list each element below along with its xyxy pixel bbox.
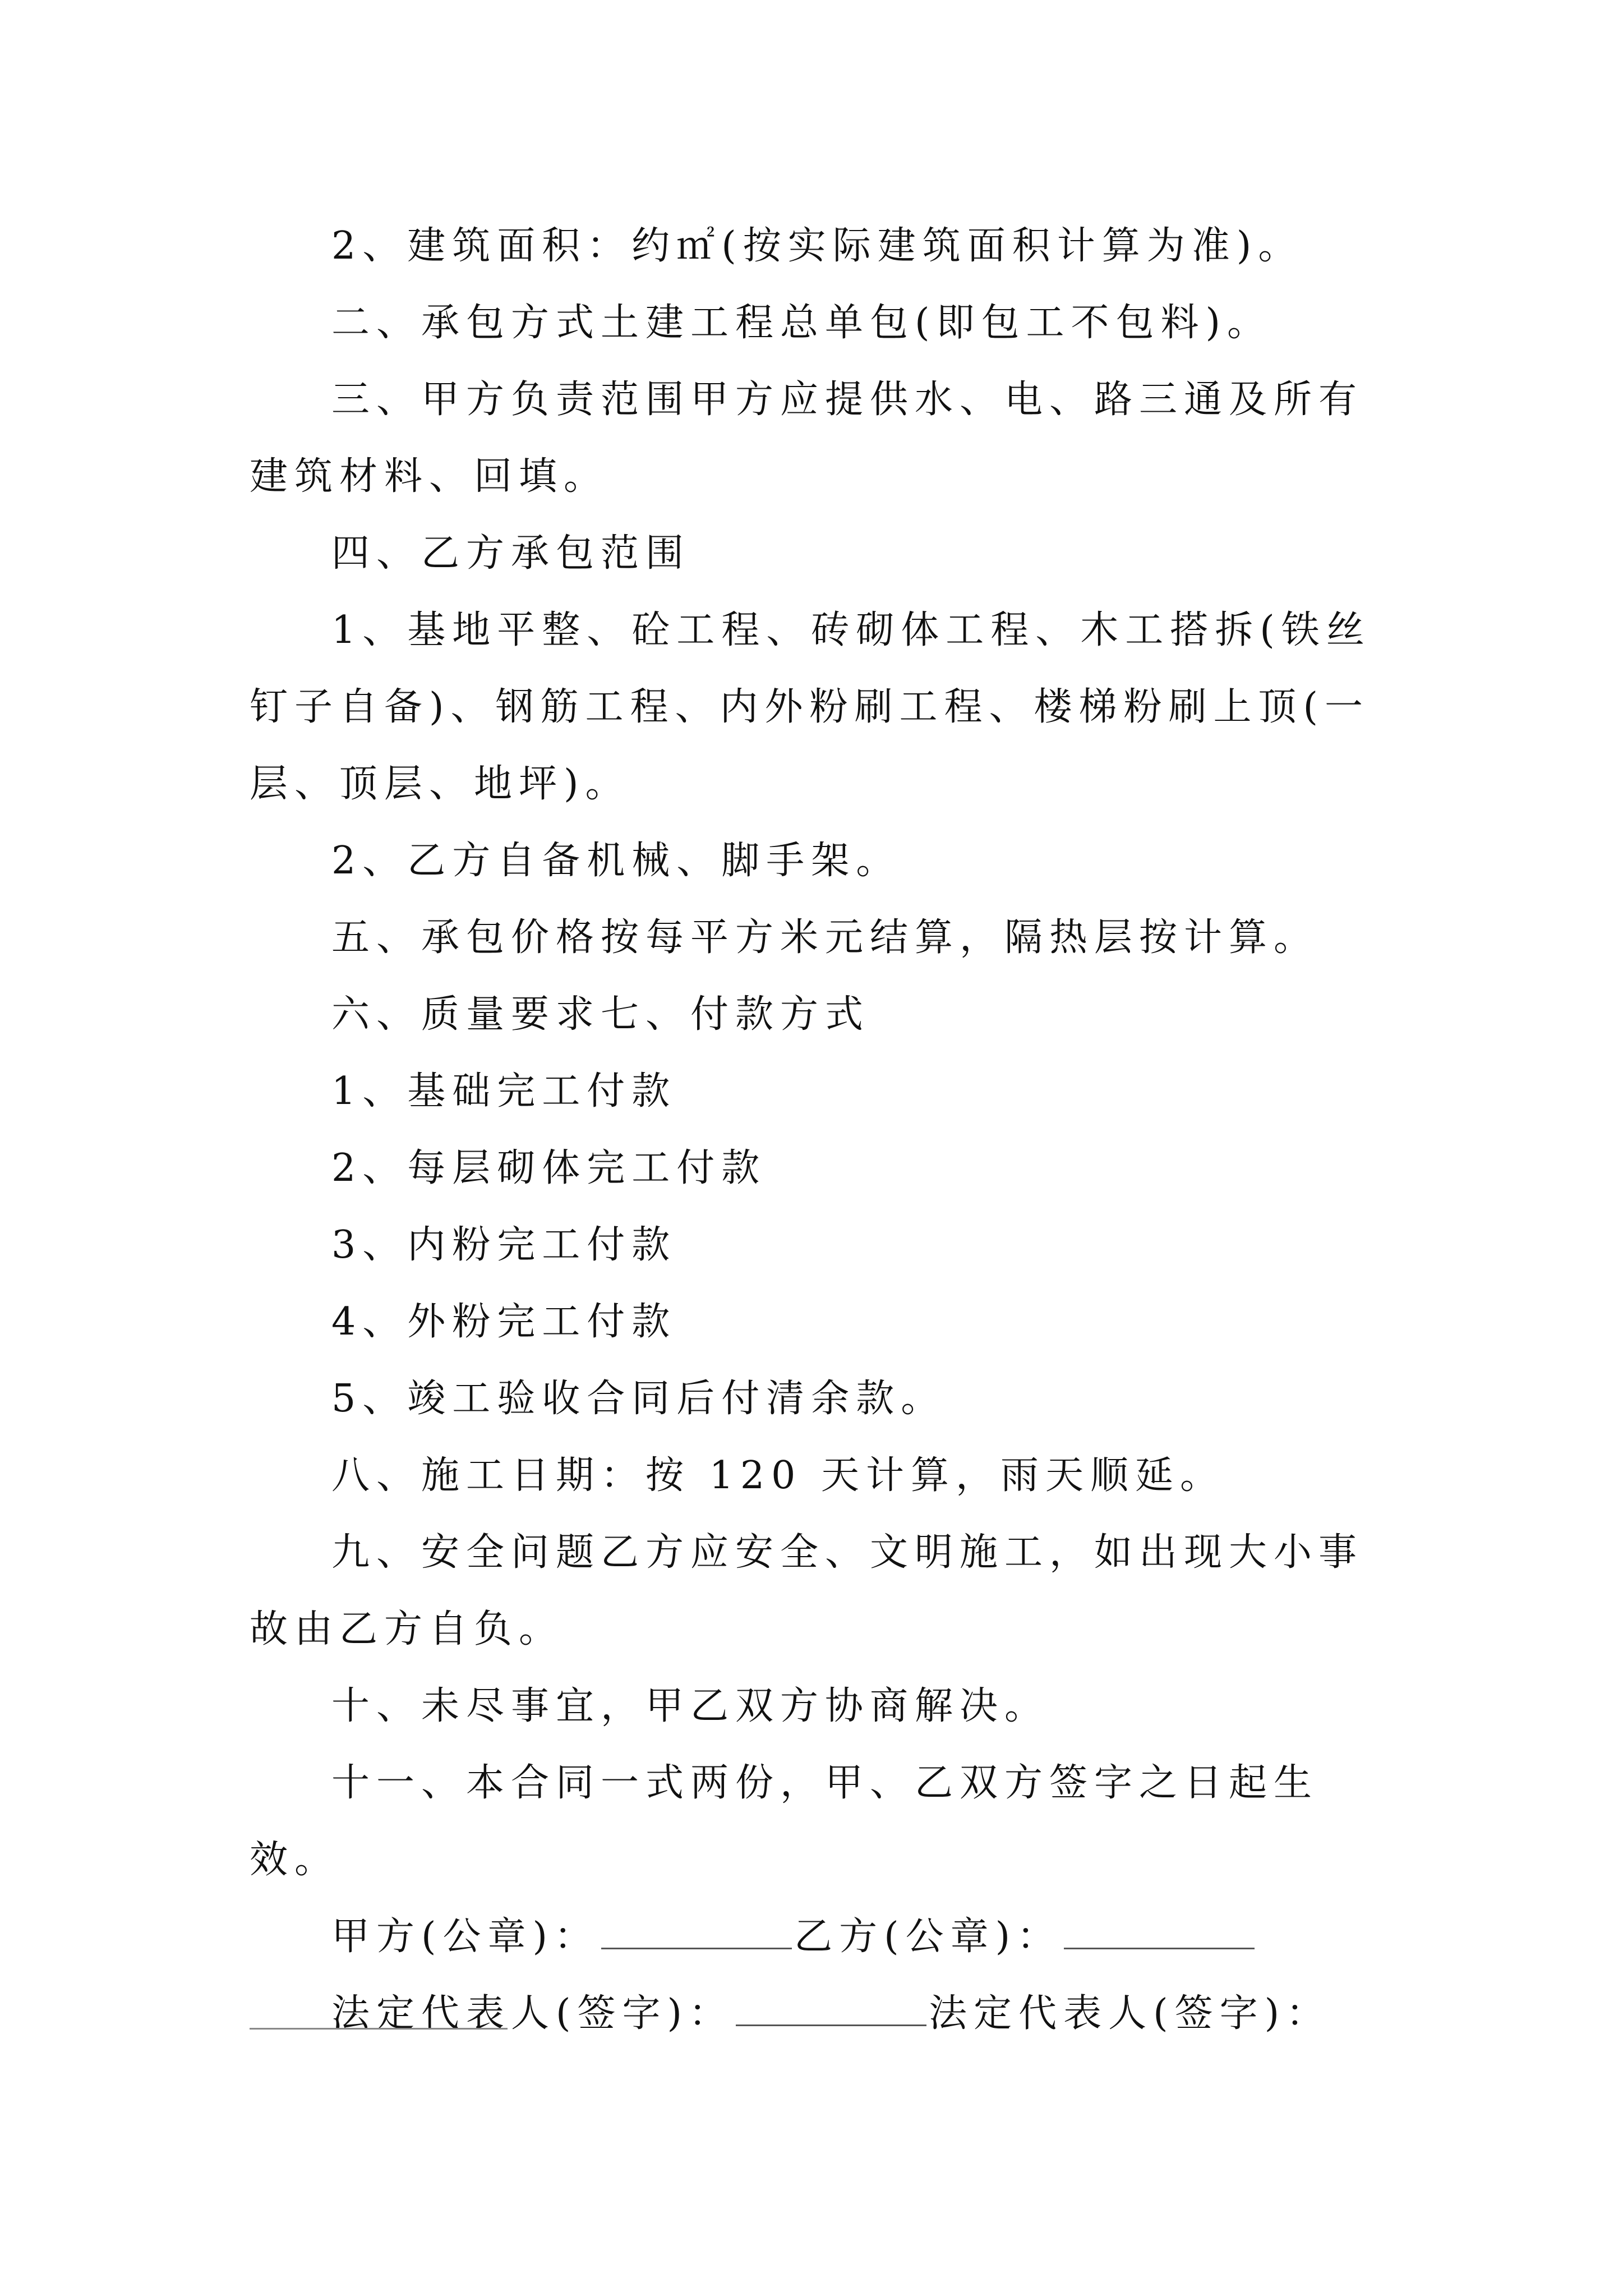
representative-row bbox=[250, 1975, 1388, 2052]
paragraph-payment-1: 1、基础完工付款 bbox=[331, 1069, 677, 1114]
paragraph-other-matters: 十、未尽事宜，甲乙双方协商解决。 bbox=[331, 1684, 1050, 1728]
party-a-rep-blank[interactable] bbox=[736, 1995, 926, 2026]
paragraph-payment-5: 5、竣工验收合同后付清余款。 bbox=[331, 1377, 946, 1421]
party-a-seal-label: 甲方(公章)： bbox=[331, 1915, 600, 1959]
paragraph-payment-2: 2、每层砌体完工付款 bbox=[331, 1146, 767, 1190]
paragraph-party-b-scope-1: 1、基地平整、砼工程、砖砌体工程、木工搭拆(铁丝钉子自备)、钢筋工程、内外粉刷工程、楼梯粉刷上顶(一层、顶层、地坪)。 bbox=[250, 608, 1371, 806]
document-body bbox=[250, 208, 1388, 2052]
paragraph-price: 五、承包价格按每平方米元结算，隔热层按计算。 bbox=[331, 915, 1319, 960]
paragraph-party-b-scope-heading: 四、乙方承包范围 bbox=[331, 531, 691, 576]
paragraph-effective: 十一、本合同一式两份，甲、乙双方签字之日起生效。 bbox=[250, 1761, 1319, 1882]
paragraph-payment-4: 4、外粉完工付款 bbox=[331, 1300, 677, 1344]
paragraph-payment-3: 3、内粉完工付款 bbox=[331, 1223, 677, 1267]
footnote-separator bbox=[250, 2028, 508, 2030]
paragraph-safety: 九、安全问题乙方应安全、文明施工，如出现大小事故由乙方自负。 bbox=[250, 1530, 1364, 1651]
seal-row bbox=[250, 1898, 1388, 1975]
paragraph-construction-date: 八、施工日期：按 120 天计算，雨天顺延。 bbox=[331, 1453, 1225, 1498]
party-b-seal-label: 乙方(公章)： bbox=[794, 1915, 1062, 1959]
party-b-seal-blank[interactable] bbox=[1064, 1918, 1255, 1949]
paragraph-party-b-scope-2: 2、乙方自备机械、脚手架。 bbox=[331, 839, 901, 883]
party-b-rep-label: 法定代表人(签字)： bbox=[929, 1991, 1331, 2036]
paragraph-contract-method: 二、承包方式土建工程总单包(即包工不包料)。 bbox=[331, 301, 1272, 345]
paragraph-building-area: 2、建筑面积：约㎡(按实际建筑面积计算为准)。 bbox=[331, 224, 1303, 268]
party-a-rep-label: 法定代表人(签字)： bbox=[331, 1991, 734, 2036]
paragraph-party-a-scope: 三、甲方负责范围甲方应提供水、电、路三通及所有建筑材料、回填。 bbox=[250, 378, 1364, 499]
party-a-seal-blank[interactable] bbox=[601, 1918, 792, 1949]
paragraph-quality-payment: 六、质量要求七、付款方式 bbox=[331, 992, 870, 1037]
